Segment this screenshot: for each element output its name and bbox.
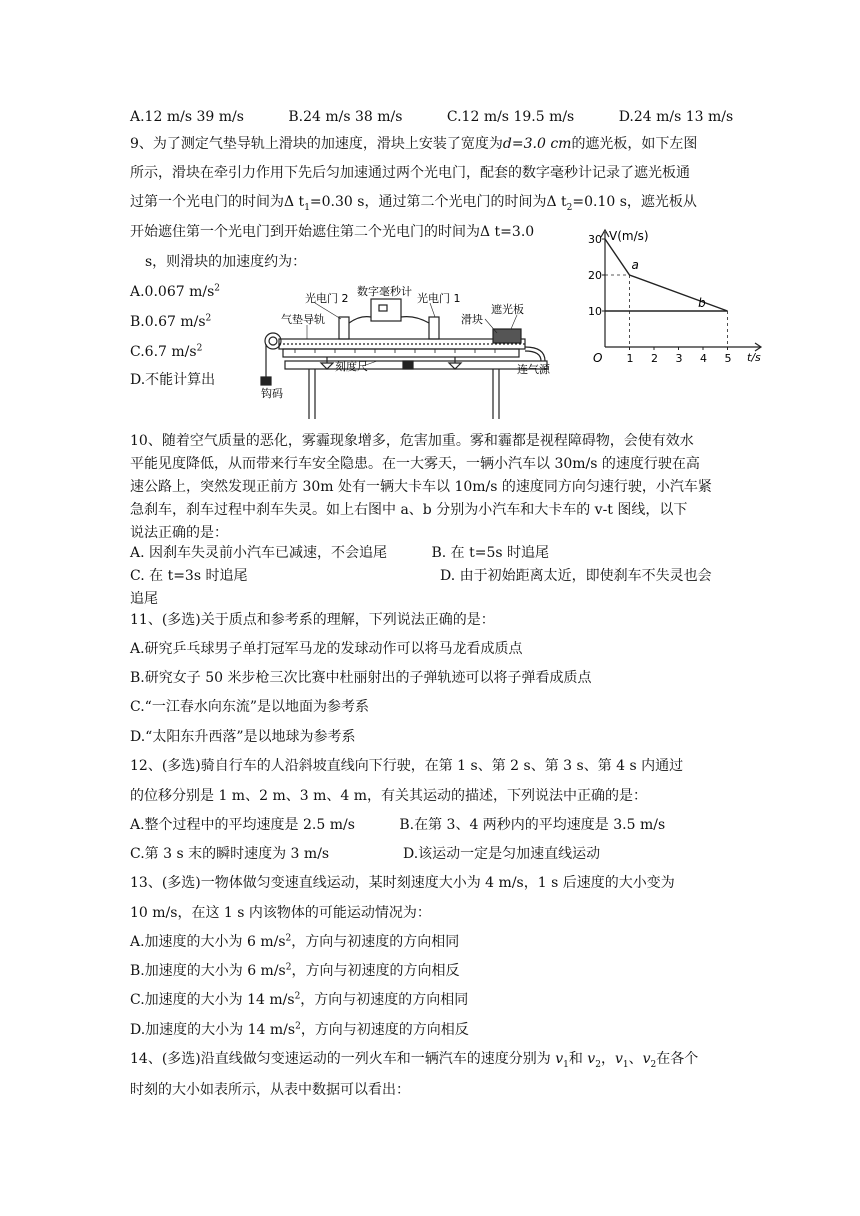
symbol-v: v xyxy=(642,1051,651,1067)
q13-line-1: 13、(多选)一物体做匀变速直线运动，某时刻速度大小为 4 m/s，1 s 后速度的大小变为 xyxy=(130,875,675,891)
hook-weight xyxy=(261,377,271,385)
q12-option-c: C.第 3 s 末的瞬时速度为 3 m/s xyxy=(130,846,330,862)
label-digital-timer: 数字毫秒计 xyxy=(357,285,412,298)
q9-option-b xyxy=(130,312,211,332)
q8-option-b: B.24 m/s 38 m/s xyxy=(288,109,403,125)
q8-option-a: A.12 m/s 39 m/s xyxy=(130,109,244,125)
q13-option-text: ，方向与初速度的方向相反 xyxy=(291,963,460,979)
q8-options xyxy=(130,107,733,127)
superscript: 2 xyxy=(295,1021,301,1032)
q14-line-2: 时刻的大小如表所示，从表中数据可以看出： xyxy=(130,1082,410,1098)
q10-option-d: D. 由于初始距离太近，即使刹车不失灵也会 xyxy=(440,568,712,584)
air-track-figure xyxy=(255,277,570,423)
q9-text: =0.30 s，通过第二个光电门的时间为Δ t xyxy=(309,194,567,210)
label-photogate-1: 光电门 1 xyxy=(417,292,461,305)
photogate-1 xyxy=(429,317,439,339)
q10-option-a: A. 因刹车失灵前小汽车已减速，不会追尾 xyxy=(130,545,388,561)
q12-options-ab xyxy=(130,815,665,835)
q12-option-d: D.该运动一定是匀加速直线运动 xyxy=(403,846,601,862)
label-air-source: 连气源 xyxy=(517,363,550,376)
q14-text: 14、(多选)沿直线做匀变速运动的一列火车和一辆汽车的速度分别为 xyxy=(130,1051,556,1067)
q9-option-c xyxy=(130,342,202,362)
q13-option-text: B.加速度的大小为 6 m/s xyxy=(130,963,286,979)
series-a-label: a xyxy=(631,258,639,272)
q13-option-text: ，方向与初速度的方向相反 xyxy=(300,1022,469,1038)
y-tick-label: 10 xyxy=(588,305,602,318)
series-b-label: b xyxy=(698,296,706,310)
superscript: 2 xyxy=(285,933,292,944)
photogate-2 xyxy=(339,317,349,339)
x-tick-label: 2 xyxy=(651,352,658,365)
q13-option-text: ，方向与初速度的方向相同 xyxy=(300,992,469,1008)
subscript: 1 xyxy=(622,1059,629,1070)
q12-option-a: A.整个过程中的平均速度是 2.5 m/s xyxy=(130,817,355,833)
x-tick-label: 1 xyxy=(626,352,634,365)
q12-option-b: B.在第 3、4 两秒内的平均速度是 3.5 m/s xyxy=(399,817,666,833)
y-tick-label: 20 xyxy=(588,269,602,282)
label-photogate-2: 光电门 2 xyxy=(305,292,349,305)
slider xyxy=(493,329,521,343)
subscript: 1 xyxy=(563,1059,569,1070)
q9-option-d: D.不能计算出 xyxy=(130,372,216,388)
subscript: 2 xyxy=(566,202,573,213)
superscript: 2 xyxy=(196,343,203,354)
q9-text: 9、为了测定气垫导轨上滑块的加速度，滑块上安装了宽度为 xyxy=(130,136,503,152)
digital-timer xyxy=(371,299,401,321)
superscript: 2 xyxy=(214,283,221,294)
q13-option-text: D.加速度的大小为 14 m/s xyxy=(130,1022,296,1038)
q9-option-text: B.0.67 m/s xyxy=(130,314,206,330)
superscript: 2 xyxy=(294,991,301,1002)
q8-option-d: D.24 m/s 13 m/s xyxy=(618,109,734,125)
q9-text: 的遮光板，如下左图 xyxy=(571,136,698,152)
q9-text: 过第一个光电门的时间为Δ t xyxy=(130,194,305,210)
table-top xyxy=(285,361,547,369)
q10-option-d-cont: 追尾 xyxy=(130,591,158,607)
q12-line-1: 12、(多选)骑自行车的人沿斜坡直线向下行驶，在第 1 s、第 2 s、第 3 s、第 4 s 内通过 xyxy=(130,758,684,774)
q9-option-text: C.6.7 m/s xyxy=(130,344,197,360)
q14-text: 在各个 xyxy=(656,1051,699,1067)
label-slider: 滑块 xyxy=(461,313,483,326)
superscript: 2 xyxy=(285,962,292,973)
vt-graph xyxy=(585,222,770,372)
q13-option-a xyxy=(130,932,459,952)
q8-option-c: C.12 m/s 19.5 m/s xyxy=(446,109,575,125)
q10-line-2: 平能见度降低，从而带来行车安全隐患。在一大雾天，一辆小汽车以 30m/s 的速度行驶在高 xyxy=(130,456,700,472)
q13-option-text: A.加速度的大小为 6 m/s xyxy=(130,934,286,950)
q13-option-d xyxy=(130,1020,469,1040)
label-air-track: 气垫导轨 xyxy=(281,313,325,326)
y-axis-label: V(m/s) xyxy=(609,229,649,243)
q13-option-text: C.加速度的大小为 14 m/s xyxy=(130,992,295,1008)
symbol-v: v xyxy=(614,1051,623,1067)
q13-option-b xyxy=(130,961,459,981)
x-tick-label: 5 xyxy=(724,352,732,365)
q10-line-4: 急刹车，刹车过程中刹车失灵。如上右图中 a、b 分别为小汽车和大卡车的 v-t 图线，以下 xyxy=(130,502,688,518)
label-ruler: 刻度尺 xyxy=(335,360,368,373)
subscript: 2 xyxy=(650,1059,657,1070)
origin-label: O xyxy=(593,351,603,365)
q9-text: =0.10 s，遮光板从 xyxy=(572,194,697,210)
x-tick-label: 3 xyxy=(675,352,683,365)
q9-line-5: s，则滑块的加速度约为： xyxy=(145,254,307,270)
label-shade-plate: 遮光板 xyxy=(491,303,524,316)
x-tick-label: 4 xyxy=(700,352,707,365)
q10-option-b: B. 在 t=5s 时追尾 xyxy=(431,545,550,561)
x-axis-label: t/s xyxy=(747,351,761,364)
q11-option-a: A.研究乒乓球男子单打冠军马龙的发球动作可以将马龙看成质点 xyxy=(130,641,523,657)
q10-line-1: 10、随着空气质量的恶化，雾霾现象增多，危害加重。雾和霾都是视程障碍物，会使有效水 xyxy=(130,433,694,449)
symbol-v: v xyxy=(555,1051,564,1067)
q9-option-text: A.0.067 m/s xyxy=(130,284,215,300)
subscript: 1 xyxy=(304,202,310,213)
q9-line-1 xyxy=(130,134,697,154)
q10-options-ab xyxy=(130,543,549,563)
superscript: 2 xyxy=(205,313,212,324)
q9-line-3 xyxy=(130,192,697,212)
q9-option-a xyxy=(130,282,220,302)
y-tick-label: 30 xyxy=(588,233,602,246)
q9-line-4: 开始遮住第一个光电门到开始遮住第二个光电门的时间为Δ t=3.0 xyxy=(130,224,535,240)
q11-option-c: C.“一江春水向东流”是以地面为参考系 xyxy=(130,699,369,715)
q10-line-3: 速公路上，突然发现正前方 30m 处有一辆大卡车以 10m/s 的速度同方向匀速行驶，小汽车紧 xyxy=(130,479,712,495)
air-hose xyxy=(525,347,545,361)
q12-line-2: 的位移分别是 1 m、2 m、3 m、4 m，有关其运动的描述，下列说法中正确的是： xyxy=(130,788,647,804)
q10-line-5: 说法正确的是： xyxy=(130,525,228,541)
q11-stem: 11、(多选)关于质点和参考系的理解，下列说法正确的是： xyxy=(130,612,495,628)
q14-text: ， xyxy=(600,1051,615,1067)
q14-line-1 xyxy=(130,1049,698,1069)
q11-option-b: B.研究女子 50 米步枪三次比赛中杜丽射出的子弹轨迹可以将子弹看成质点 xyxy=(130,670,592,686)
q14-text: 、 xyxy=(628,1051,643,1067)
q13-option-c xyxy=(130,990,468,1010)
subscript: 2 xyxy=(595,1059,601,1070)
q13-line-2: 10 m/s，在这 1 s 内该物体的可能运动情况为： xyxy=(130,905,431,921)
q9-line-2: 所示，滑块在牵引力作用下先后匀加速通过两个光电门，配套的数字毫秒计记录了遮光板通 xyxy=(130,165,690,181)
q9-d-value: d=3.0 cm xyxy=(502,136,572,152)
symbol-v: v xyxy=(587,1051,596,1067)
q10-option-c: C. 在 t=3s 时追尾 xyxy=(130,568,248,584)
label-hook-weight: 钩码 xyxy=(261,387,283,400)
q13-option-text: ，方向与初速度的方向相同 xyxy=(291,934,460,950)
q11-option-d: D.“太阳东升西落”是以地球为参考系 xyxy=(130,729,356,745)
q14-text: 和 xyxy=(568,1051,588,1067)
